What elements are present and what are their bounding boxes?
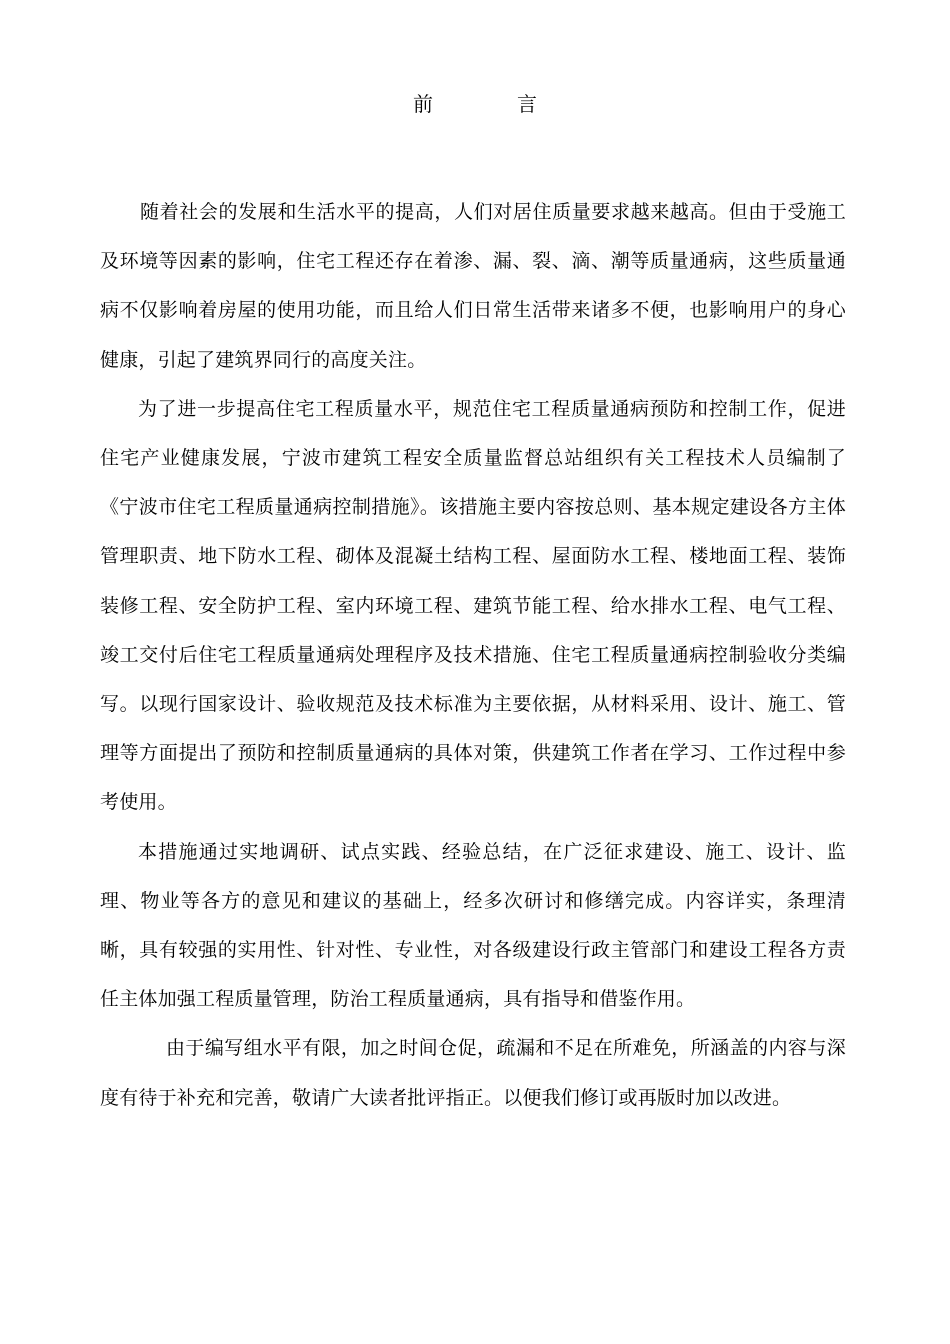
- paragraph-2: 为了进一步提高住宅工程质量水平，规范住宅工程质量通病预防和控制工作，促进住宅产业健康发展，宁波市建筑工程安全质量监督总站组织有关工程技术人员编制了《宁波市住宅工程质量通病控制措施》。该措施主要内容按总则、基本规定建设各方主体管理职责、地下防水工程、砌体及混凝土结构工程、屋面防水工程、楼地面工程、装饰装修工程、安全防护工程、室内环境工程、建筑节能工程、给水排水工程、电气工程、竣工交付后住宅工程质量通病处理程序及技术措施、住宅工程质量通病控制验收分类编写。以现行国家设计、验收规范及技术标准为主要依据，从材料采用、设计、施工、管理等方面提出了预防和控制质量通病的具体对策，供建筑工作者在学习、工作过程中参考使用。: [100, 397, 846, 814]
- preface-body: [100, 188, 846, 1123]
- paragraph-3: 本措施通过实地调研、试点实践、经验总结，在广泛征求建设、施工、设计、监理、物业等各方的意见和建议的基础上，经多次研讨和修缮完成。内容详实，条理清晰，具有较强的实用性、针对性、专业性，对各级建设行政主管部门和建设工程各方责任主体加强工程质量管理，防治工程质量通病，具有指导和借鉴作用。: [100, 840, 846, 1011]
- title-char-2: 言: [517, 92, 537, 116]
- paragraph-1: 随着社会的发展和生活水平的提高，人们对居住质量要求越来越高。但由于受施工及环境等因素的影响，住宅工程还存在着渗、漏、裂、滴、潮等质量通病，这些质量通病不仅影响着房屋的使用功能，而且给人们日常生活带来诸多不便，也影响用户的身心健康，引起了建筑界同行的高度关注。: [100, 201, 846, 371]
- paragraph-4: 由于编写组水平有限，加之时间仓促，疏漏和不足在所难免，所涵盖的内容与深度有待于补充和完善，敬请广大读者批评指正。以便我们修订或再版时加以改进。: [100, 1037, 846, 1109]
- page-title: [0, 90, 950, 118]
- title-char-1: 前: [413, 92, 433, 116]
